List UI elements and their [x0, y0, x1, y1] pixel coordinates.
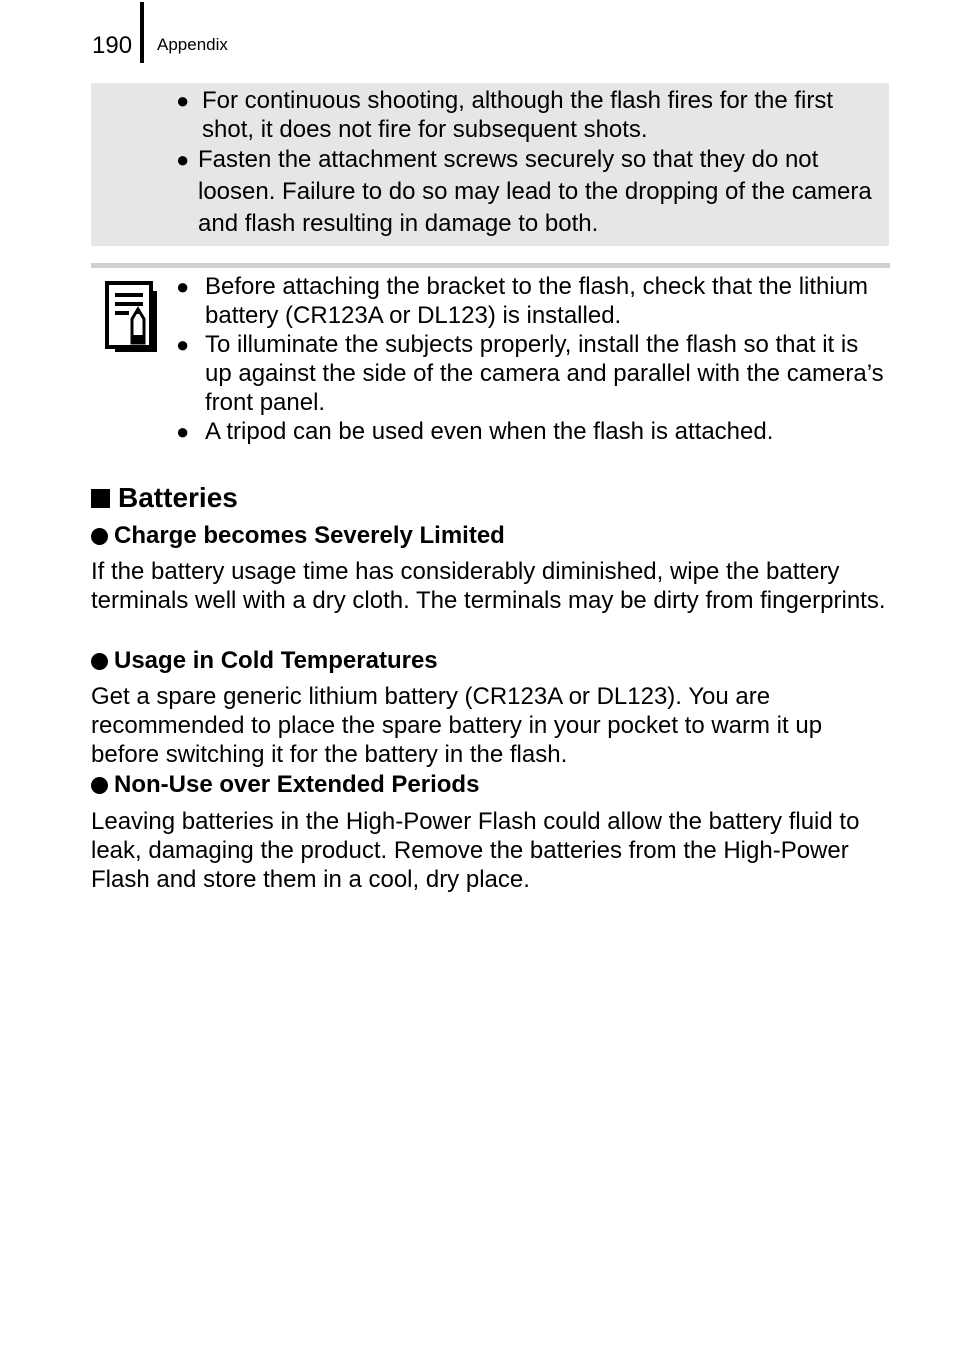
note-item	[176, 417, 891, 446]
section-title: Appendix	[157, 35, 228, 54]
note-pencil-icon	[105, 281, 159, 353]
header-divider	[140, 2, 144, 63]
note-text: To illuminate the subjects properly, install the flash so that it is up against the side of the camera and parallel with the camera’s front panel.	[205, 331, 884, 416]
caution-item	[176, 144, 881, 240]
heading-text: Batteries	[118, 482, 238, 513]
bullet-icon: ●	[176, 332, 190, 357]
subheading	[91, 770, 479, 800]
page-header	[0, 0, 954, 70]
page-number: 190	[92, 32, 133, 59]
subheading-text: Charge becomes Severely Limited	[114, 522, 505, 549]
batteries-heading	[91, 481, 238, 515]
bullet-icon	[91, 528, 108, 545]
bullet-icon: ●	[176, 419, 190, 444]
subheading-text: Non-Use over Extended Periods	[114, 771, 480, 798]
paragraph: If the battery usage time has considerably diminished, wipe the battery terminals well with a dry cloth. The terminals may be dirty from fingerprints.	[91, 558, 886, 614]
caution-box	[91, 83, 889, 246]
bullet-icon: ●	[176, 274, 190, 299]
caution-item	[176, 86, 881, 144]
subheading-text: Usage in Cold Temperatures	[114, 647, 438, 674]
caution-text: Fasten the attachment screws securely so that they do not loosen. Failure to do so may lead to the dropping of the camera and flash resulting in damage to both.	[198, 146, 872, 237]
note-list	[176, 272, 891, 446]
note-text: Before attaching the bracket to the flash, check that the lithium battery (CR123A or DL123) is installed.	[205, 273, 869, 329]
paragraph: Leaving batteries in the High-Power Flash could allow the battery fluid to leak, damaging the product. Remove the batteries from the High-Power Flash and store them in a cool, dry place.	[91, 808, 860, 893]
bullet-icon: ●	[176, 147, 190, 172]
subheading	[91, 646, 438, 676]
subheading	[91, 521, 505, 551]
bullet-icon: ●	[176, 88, 190, 113]
bullet-icon	[91, 653, 108, 670]
note-item	[176, 330, 891, 417]
paragraph: Get a spare generic lithium battery (CR123A or DL123). You are recommended to place the spare battery in your pocket to warm it up before switching it for the battery in the flash.	[91, 683, 823, 768]
note-text: A tripod can be used even when the flash is attached.	[205, 418, 774, 445]
note-item	[176, 272, 891, 330]
caution-text: For continuous shooting, although the flash fires for the first shot, it does not fire for subsequent shots.	[202, 87, 834, 143]
note-divider	[91, 263, 890, 268]
bullet-icon	[91, 777, 108, 794]
square-bullet-icon	[91, 489, 110, 508]
